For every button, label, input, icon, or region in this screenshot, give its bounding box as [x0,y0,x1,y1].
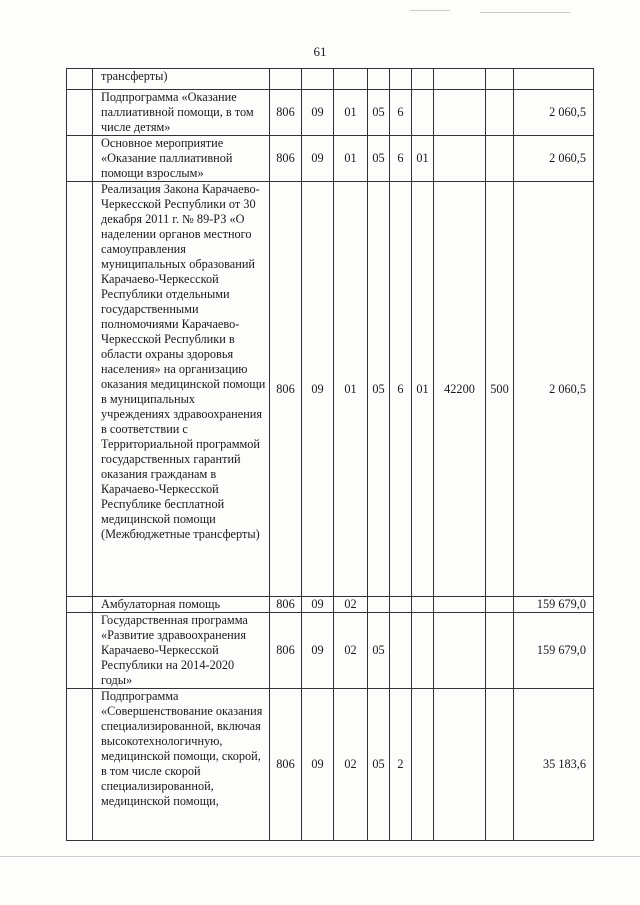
ministry-code-cell: 806 [270,613,302,689]
subprogram-code-cell [390,69,412,90]
item-name-cell: трансферты) [93,69,270,90]
direction-code-cell [434,689,486,841]
program-code-cell [368,69,390,90]
row-number-cell [67,69,93,90]
table-row [67,689,594,841]
direction-code-cell [434,90,486,136]
subsection-code-cell: 01 [334,90,368,136]
ministry-code-cell: 806 [270,136,302,182]
program-code-cell: 05 [368,182,390,597]
program-code-cell: 05 [368,689,390,841]
ministry-code-cell: 806 [270,90,302,136]
ministry-code-cell [270,69,302,90]
table-row [67,90,594,136]
row-number-cell [67,597,93,613]
subprogram-code-cell [390,613,412,689]
program-code-cell [368,597,390,613]
table-row [67,69,594,90]
amount-cell: 2 060,5 [514,136,594,182]
direction-code-cell [434,597,486,613]
expense-type-cell [486,689,514,841]
section-code-cell: 09 [302,136,334,182]
amount-cell: 159 679,0 [514,597,594,613]
program-code-cell: 05 [368,90,390,136]
table-row [67,597,594,613]
row-number-cell [67,90,93,136]
section-code-cell: 09 [302,597,334,613]
direction-code-cell [434,613,486,689]
subprogram-code-cell [390,597,412,613]
table-row [67,182,594,597]
scan-speck [410,10,450,11]
amount-cell: 159 679,0 [514,613,594,689]
section-code-cell [302,69,334,90]
expense-type-cell [486,613,514,689]
subsection-code-cell: 02 [334,689,368,841]
scan-edge-line [0,856,640,857]
ministry-code-cell: 806 [270,182,302,597]
ministry-code-cell: 806 [270,597,302,613]
section-code-cell: 09 [302,182,334,597]
measure-code-cell [412,90,434,136]
expense-type-cell [486,69,514,90]
budget-table [66,68,594,841]
section-code-cell: 09 [302,613,334,689]
subprogram-code-cell: 6 [390,90,412,136]
measure-code-cell: 01 [412,182,434,597]
amount-cell [514,69,594,90]
subprogram-code-cell: 6 [390,136,412,182]
amount-cell: 2 060,5 [514,90,594,136]
measure-code-cell [412,689,434,841]
amount-cell: 35 183,6 [514,689,594,841]
row-number-cell [67,136,93,182]
expense-type-cell [486,597,514,613]
direction-code-cell: 42200 [434,182,486,597]
scan-speck [480,12,570,13]
subsection-code-cell: 02 [334,597,368,613]
measure-code-cell [412,69,434,90]
subprogram-code-cell: 2 [390,689,412,841]
row-number-cell [67,689,93,841]
table-row [67,613,594,689]
row-number-cell [67,182,93,597]
direction-code-cell [434,136,486,182]
measure-code-cell [412,597,434,613]
page-number: 61 [313,44,327,59]
measure-code-cell: 01 [412,136,434,182]
item-name-cell: Подпрограмма «Совершенствование оказания специализированной, включая высокотехнологичную, медицинской помощи, скорой, в том числе скорой специализированной, медицинской помощи, [93,689,270,841]
item-name-cell: Реализация Закона Карачаево-Черкесской Республики от 30 декабря 2011 г. № 89-РЗ «О наделении органов местного самоуправления муниципальных образований Карачаево-Черкесской Республики отдельными государственными полномочиями Карачаево-Черкесской Республики в области охраны здоровья населения» на организацию оказания медицинской помощи в муниципальных учреждениях здравоохранения в соответствии с Территориальной программой государственных гарантий оказания гражданам в Карачаево-Черкесской Республике бесплатной медицинской помощи (Межбюджетные трансферты) [93,182,270,597]
item-name-cell: Амбулаторная помощь [93,597,270,613]
expense-type-cell [486,136,514,182]
program-code-cell: 05 [368,136,390,182]
direction-code-cell [434,69,486,90]
item-name-cell: Основное мероприятие «Оказание паллиативной помощи взрослым» [93,136,270,182]
amount-cell: 2 060,5 [514,182,594,597]
ministry-code-cell: 806 [270,689,302,841]
table-row [67,136,594,182]
section-code-cell: 09 [302,689,334,841]
row-number-cell [67,613,93,689]
measure-code-cell [412,613,434,689]
item-name-cell: Государственная программа «Развитие здравоохранения Карачаево-Черкесской Республики на 2014-2020 годы» [93,613,270,689]
expense-type-cell [486,90,514,136]
subprogram-code-cell: 6 [390,182,412,597]
subsection-code-cell [334,69,368,90]
program-code-cell: 05 [368,613,390,689]
subsection-code-cell: 01 [334,136,368,182]
section-code-cell: 09 [302,90,334,136]
item-name-cell: Подпрограмма «Оказание паллиативной помощи, в том числе детям» [93,90,270,136]
subsection-code-cell: 02 [334,613,368,689]
expense-type-cell: 500 [486,182,514,597]
subsection-code-cell: 01 [334,182,368,597]
